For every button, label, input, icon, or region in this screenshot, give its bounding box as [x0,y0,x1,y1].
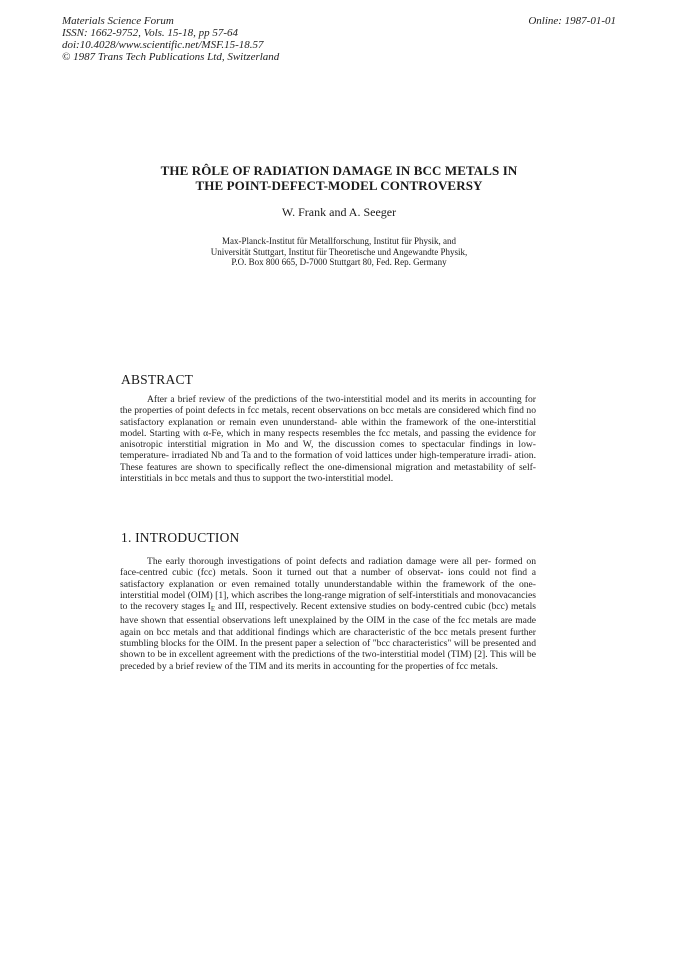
intro-text-part1: The early thorough investigations of point defects and radiation damage were all per- formed on face-centred cubic (fcc) metals. Soon it turned out that a number of observat- ions could not find a satisfactory explanation or even remained totally ununderstandable within the framework of the one-interstitial model (OIM) [1], which ascribes the long-range migration of self-interstitials and monovacancies to the recovery stages I [120,556,536,613]
introduction-text [120,556,536,672]
abstract-body [120,394,536,484]
introduction-heading: 1. INTRODUCTION [121,530,240,545]
journal-name: Materials Science Forum [62,15,174,27]
authors: W. Frank and A. Seeger [281,205,397,219]
issn-line: ISSN: 1662-9752, Vols. 15-18, pp 57-64 [62,27,238,39]
introduction-body [120,556,536,672]
doi-line[interactable]: doi:10.4028/www.scientific.net/MSF.15-18.57 [62,39,264,51]
journal-header [62,15,279,63]
affiliation-line-1: Max-Planck-Institut für Metallforschung, Institut für Physik, and [222,236,456,246]
affiliation [0,236,678,268]
title-line-1: THE RÔLE OF RADIATION DAMAGE IN BCC METALS IN [160,163,518,178]
copyright-line: © 1987 Trans Tech Publications Ltd, Switzerland [62,51,280,63]
intro-text-part2: and III, respectively. Recent extensive studies on body-centred cubic (bcc) metals have shown that essential observations left unexplained by the OIM in the case of the fcc metals are made again on bcc metals and that additional findings which are characteristic of the bcc metals present further stumbling blocks for the OIM. In the present paper a selection of "bcc characteristics" will be presented and shown to be in excellent agreement with the predictions of the two-interstitial model (TIM) [2]. This will be preceded by a brief review of the TIM and its merits in accounting for the properties of fcc metals. [120,601,536,672]
abstract-text: After a brief review of the predictions of the two-interstitial model and its merits in accounting for the properties of point defects in fcc metals, recent observations on bcc metals are considered which find no satisfactory explanation or remain even ununderstand- able within the framework of the one-interstitial model. Starting with α-Fe, which in many respects resembles the fcc metals, and passing the evidence for anisotropic interstitial migration in Mo and W, the discussion comes to spectacular findings in low-temperature- irradiated Nb and Ta and to the formation of void lattices under high-temperature irradi- ation. These features are shown to specifically reflect the one-dimensional migration and metastability of self-interstitials in bcc metals and thus to support the two-interstitial model. [120,394,536,485]
title-line-2: THE POINT-DEFECT-MODEL CONTROVERSY [195,178,483,193]
stage-subscript: E [210,605,216,614]
affiliation-line-2: Universität Stuttgart, Institut für Theoretische und Angewandte Physik, [210,246,468,257]
abstract-heading: ABSTRACT [121,372,194,387]
affiliation-line-3: P.O. Box 800 665, D-7000 Stuttgart 80, Fed. Rep. Germany [231,257,447,267]
paper-title [0,163,678,193]
online-date: Online: 1987-01-01 [528,15,616,27]
